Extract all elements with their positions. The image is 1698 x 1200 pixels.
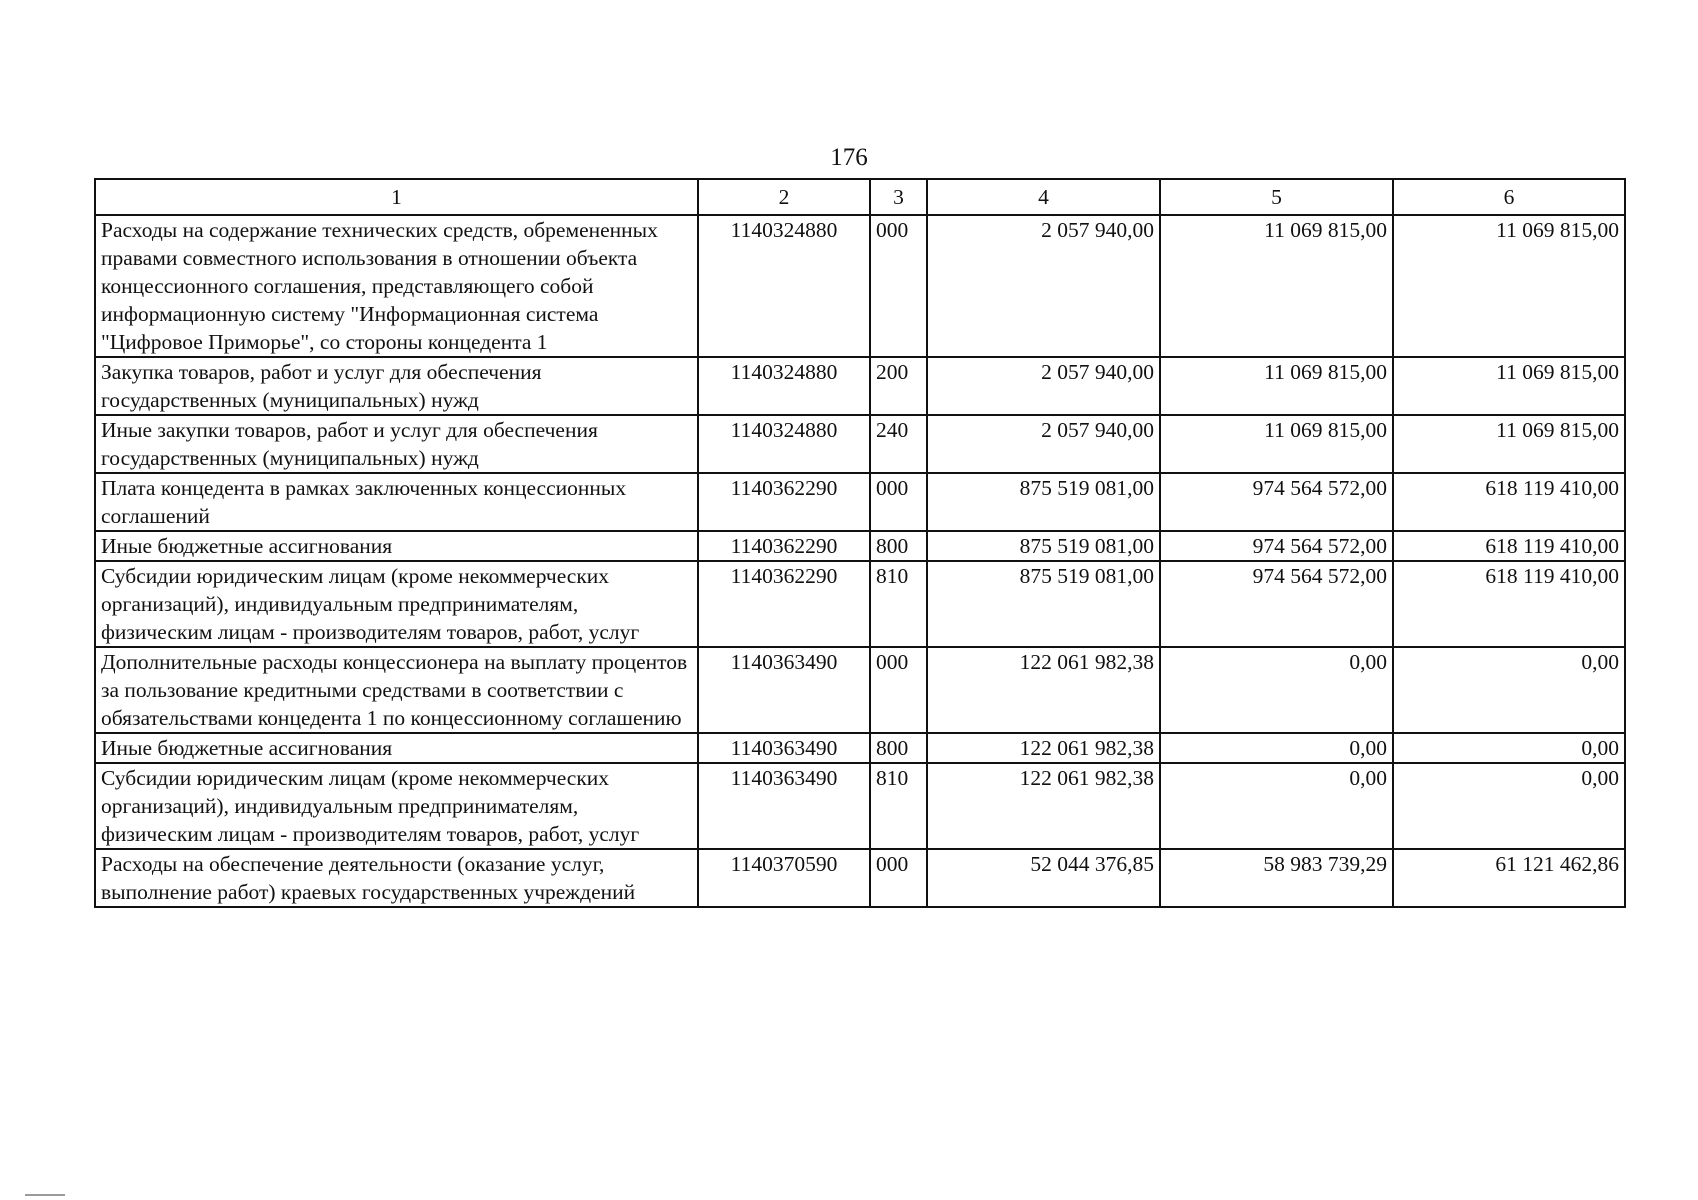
row-amount-col5: 58 983 739,29 (1160, 849, 1393, 907)
table-row (95, 215, 1625, 357)
row-amount-col5: 11 069 815,00 (1160, 357, 1393, 415)
row-amount-col4: 52 044 376,85 (927, 849, 1160, 907)
row-expense-kind: 810 (870, 561, 927, 647)
row-name: Субсидии юридическим лицам (кроме некоммерческих организаций), индивидуальным предпринимателям, физическим лицам - производителям товаров, работ, услуг (95, 561, 698, 647)
row-name: Иные бюджетные ассигнования (95, 733, 698, 763)
row-amount-col4: 122 061 982,38 (927, 733, 1160, 763)
table-row (95, 357, 1625, 415)
row-amount-col4: 875 519 081,00 (927, 531, 1160, 561)
row-amount-col5: 11 069 815,00 (1160, 215, 1393, 357)
column-header-2: 2 (698, 179, 870, 215)
row-target-code: 1140370590 (698, 849, 870, 907)
row-amount-col5: 0,00 (1160, 763, 1393, 849)
row-expense-kind: 000 (870, 849, 927, 907)
row-expense-kind: 800 (870, 733, 927, 763)
row-expense-kind: 800 (870, 531, 927, 561)
table-row (95, 473, 1625, 531)
row-name: Расходы на обеспечение деятельности (оказание услуг, выполнение работ) краевых государственных учреждений (95, 849, 698, 907)
row-target-code: 1140362290 (698, 473, 870, 531)
row-amount-col6: 61 121 462,86 (1393, 849, 1625, 907)
row-name: Закупка товаров, работ и услуг для обеспечения государственных (муниципальных) нужд (95, 357, 698, 415)
row-amount-col5: 11 069 815,00 (1160, 415, 1393, 473)
budget-table (94, 178, 1626, 908)
row-amount-col6: 0,00 (1393, 733, 1625, 763)
row-amount-col6: 11 069 815,00 (1393, 415, 1625, 473)
row-amount-col6: 0,00 (1393, 763, 1625, 849)
row-target-code: 1140362290 (698, 531, 870, 561)
row-name: Субсидии юридическим лицам (кроме некоммерческих организаций), индивидуальным предпринимателям, физическим лицам - производителям товаров, работ, услуг (95, 763, 698, 849)
column-header-4: 4 (927, 179, 1160, 215)
column-header-3: 3 (870, 179, 927, 215)
row-amount-col6: 11 069 815,00 (1393, 357, 1625, 415)
row-amount-col6: 618 119 410,00 (1393, 561, 1625, 647)
row-target-code: 1140363490 (698, 733, 870, 763)
row-name: Плата концедента в рамках заключенных концессионных соглашений (95, 473, 698, 531)
row-expense-kind: 200 (870, 357, 927, 415)
row-amount-col6: 618 119 410,00 (1393, 531, 1625, 561)
row-name: Дополнительные расходы концессионера на выплату процентов за пользование кредитными средствами в соответствии с обязательствами концедента 1 по концессионному соглашению (95, 647, 698, 733)
row-target-code: 1140324880 (698, 415, 870, 473)
scan-artifact-line (25, 1194, 65, 1196)
row-amount-col4: 875 519 081,00 (927, 561, 1160, 647)
row-amount-col4: 2 057 940,00 (927, 415, 1160, 473)
row-amount-col5: 0,00 (1160, 647, 1393, 733)
row-amount-col6: 618 119 410,00 (1393, 473, 1625, 531)
row-target-code: 1140324880 (698, 357, 870, 415)
row-amount-col5: 974 564 572,00 (1160, 473, 1393, 531)
row-amount-col4: 122 061 982,38 (927, 763, 1160, 849)
row-amount-col4: 875 519 081,00 (927, 473, 1160, 531)
row-target-code: 1140363490 (698, 647, 870, 733)
row-expense-kind: 000 (870, 647, 927, 733)
row-amount-col4: 2 057 940,00 (927, 215, 1160, 357)
table-row (95, 561, 1625, 647)
table-row (95, 531, 1625, 561)
row-amount-col6: 0,00 (1393, 647, 1625, 733)
row-amount-col5: 974 564 572,00 (1160, 561, 1393, 647)
row-name: Иные бюджетные ассигнования (95, 531, 698, 561)
column-header-6: 6 (1393, 179, 1625, 215)
row-name: Иные закупки товаров, работ и услуг для обеспечения государственных (муниципальных) нужд (95, 415, 698, 473)
table-row (95, 733, 1625, 763)
row-amount-col5: 0,00 (1160, 733, 1393, 763)
table-header-row (95, 179, 1625, 215)
row-amount-col4: 122 061 982,38 (927, 647, 1160, 733)
table-row (95, 647, 1625, 733)
row-expense-kind: 000 (870, 473, 927, 531)
row-expense-kind: 240 (870, 415, 927, 473)
column-header-5: 5 (1160, 179, 1393, 215)
row-expense-kind: 810 (870, 763, 927, 849)
row-target-code: 1140363490 (698, 763, 870, 849)
table-row (95, 849, 1625, 907)
row-name: Расходы на содержание технических средств, обремененных правами совместного использования в отношении объекта концессионного соглашения, представляющего собой информационную систему "Информационная система "Цифровое Приморье", со стороны концедента 1 (95, 215, 698, 357)
row-target-code: 1140362290 (698, 561, 870, 647)
row-amount-col4: 2 057 940,00 (927, 357, 1160, 415)
column-header-1: 1 (95, 179, 698, 215)
row-amount-col5: 974 564 572,00 (1160, 531, 1393, 561)
table-row (95, 763, 1625, 849)
table-row (95, 415, 1625, 473)
row-target-code: 1140324880 (698, 215, 870, 357)
row-amount-col6: 11 069 815,00 (1393, 215, 1625, 357)
row-expense-kind: 000 (870, 215, 927, 357)
page-number: 176 (830, 144, 868, 171)
